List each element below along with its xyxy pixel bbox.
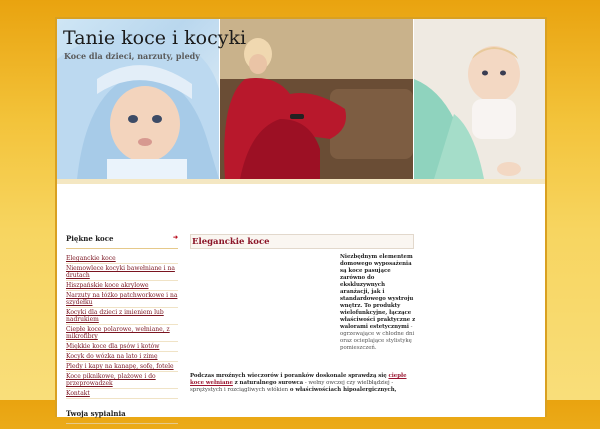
sidebar-item-narzuty[interactable]: Narzuty na łóżko patchworkowe i na szydełku bbox=[66, 292, 178, 306]
sidebar-item-koce-piknikowe[interactable]: Koce piknikowe, plażowe i do przeprowadzek bbox=[66, 372, 178, 389]
header-image-baby-green-blanket bbox=[414, 19, 545, 179]
post-paragraph-mid: z naturalnego surowca bbox=[234, 380, 304, 386]
sidebar-section-title-text: Piękne koce bbox=[66, 234, 114, 243]
sidebar-item-kontakt[interactable]: Kontakt bbox=[66, 389, 178, 399]
post-intro-bold: Niezbędnym elementem domowego wyposażenia są koce pasujące zarówno do ekskluzywnych aranżacji, jak i standardowego wystroju wnętrz. To produkty wielofunkcyjne, łączące właściwości praktyczne z walorami estetycznymi bbox=[340, 254, 416, 330]
header bbox=[57, 19, 545, 179]
post-paragraph-rest: - wełny owczej czy wielbłądziej - sprężystych i rozciągliwych włókien bbox=[190, 380, 394, 393]
sidebar-menu bbox=[66, 254, 178, 399]
header-image-woman-red-blanket bbox=[220, 19, 413, 179]
baby-green-blanket-illustration bbox=[414, 19, 545, 179]
sidebar-item-eleganckie-koce[interactable]: Eleganckie koce bbox=[66, 254, 178, 264]
post-paragraph-tail: o właściwościach hipoalergicznych, bbox=[289, 387, 397, 393]
main-content bbox=[190, 234, 414, 393]
sidebar-item-pledy[interactable]: Pledy i kapy na kanapę, sofę, fotele bbox=[66, 362, 178, 372]
sidebar-item-kocyki-z-imieniem[interactable]: Kocyki dla dzieci z imieniem lub nadrukiem bbox=[66, 308, 178, 325]
woman-red-blanket-illustration bbox=[220, 19, 413, 179]
sidebar-section-title-2-text: Twoja sypialnia bbox=[66, 409, 126, 418]
post-intro-column bbox=[340, 254, 416, 352]
site-tagline: Koce dla dzieci, narzuty, pledy bbox=[64, 51, 200, 61]
post-paragraph bbox=[190, 373, 416, 394]
sidebar-item-koce-polarowe[interactable]: Ciepłe koce polarowe, wełniane, z mikrofibry bbox=[66, 325, 178, 342]
post-body bbox=[190, 253, 414, 393]
sidebar-item-hiszpanskie-koce[interactable]: Hiszpańskie koce akrylowe bbox=[66, 281, 178, 291]
sidebar bbox=[66, 234, 178, 429]
sidebar-item-koce-dla-psow[interactable]: Miękkie koce dla psów i kotów bbox=[66, 342, 178, 352]
sidebar-item-niemowlece-kocyki[interactable]: Niemowlece kocyki bawełniane i na drutach bbox=[66, 264, 178, 281]
sidebar-item-kocyk-do-wozka[interactable]: Kocyk do wózka na lato i zimę bbox=[66, 352, 178, 362]
header-divider bbox=[57, 179, 545, 184]
sidebar-section-title bbox=[66, 234, 178, 249]
link-ciepłe-koce-welniane[interactable]: ciepłe koce wełniane bbox=[190, 373, 407, 386]
page-wrapper bbox=[55, 17, 547, 417]
site-title[interactable]: Tanie koce i kocyki bbox=[63, 27, 247, 49]
arrow-icon: ➜ bbox=[172, 234, 178, 241]
sidebar-section-title-2 bbox=[66, 409, 178, 424]
post-intro-plain: - ogrzewające w chłodne dni oraz ocieplające stylistykę pomieszczeń. bbox=[340, 324, 415, 351]
post-paragraph-start: Podczas mroźnych wieczorów i poranków doskonale sprawdzą się bbox=[190, 373, 387, 379]
post-title[interactable]: Eleganckie koce bbox=[190, 234, 414, 249]
